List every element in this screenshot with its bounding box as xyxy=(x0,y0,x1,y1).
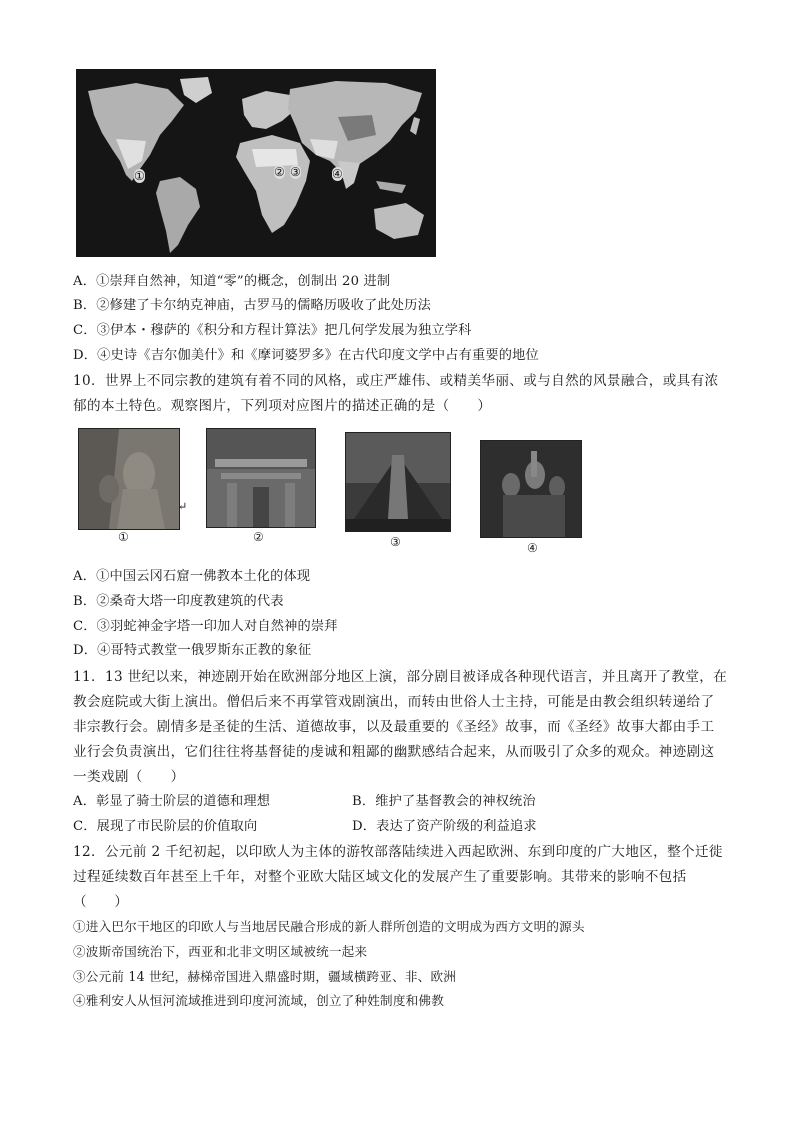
photo-3-pyramid xyxy=(345,432,451,532)
q9-option-a: A．①崇拜自然神，知道“零”的概念，创制出 20 进制 xyxy=(73,274,391,289)
q12-item-3: ③公元前 14 世纪，赫梯帝国进入鼎盛时期，疆域横跨亚、非、欧洲 xyxy=(73,969,457,984)
q9-option-d: D．④史诗《吉尔伽美什》和《摩诃婆罗多》在古代印度文学中占有重要的地位 xyxy=(73,348,539,363)
q10-option-a: A．①中国云冈石窟一佛教本土化的体现 xyxy=(73,569,311,584)
q10-stem-line-2: 郁的本土特色。观察图片，下列项对应图片的描述正确的是（ ） xyxy=(73,398,492,414)
photo-4-cathedral xyxy=(480,440,582,538)
q12-stem-line-1: 12．公元前 2 千纪初起，以印欧人为主体的游牧部落陆续进入西起欧洲、东到印度的广大地区，整个迁徙 xyxy=(73,844,723,860)
q12-item-4: ④雅利安人从恒河流域推进到印度河流域，创立了种姓制度和佛教 xyxy=(73,993,445,1008)
photo-2-stupa xyxy=(206,428,316,528)
q12-item-1: ①进入巴尔干地区的印欧人与当地居民融合形成的新人群所创造的文明成为西方文明的源头 xyxy=(73,919,585,934)
photo-label-1: ① xyxy=(118,530,129,544)
map-marker-4: ④ xyxy=(332,167,343,181)
q10-option-d: D．④哥特式教堂一俄罗斯东正教的象征 xyxy=(73,643,312,658)
q11-option-a: A．彰显了骑士阶层的道德和理想 xyxy=(73,794,271,809)
q12-item-2: ②波斯帝国统治下，西亚和北非文明区域被统一起来 xyxy=(73,944,368,959)
world-map-image xyxy=(76,69,436,257)
q10-stem-line-1: 10．世界上不同宗教的建筑有着不同的风格，或庄严雄伟、或精美华丽、或与自然的风景融合，或具有浓 xyxy=(73,373,719,389)
q12-stem-line-2: 过程延续数百年甚至上千年，对整个亚欧大陆区域文化的发展产生了重要影响。其带来的影响不包括 xyxy=(73,869,687,885)
map-marker-3: ③ xyxy=(290,165,301,179)
q12-stem-line-3: （ ） xyxy=(73,894,129,910)
q11-stem-line-2: 教会庭院或大街上演出。僧侣后来不再掌管戏剧演出，而转由世俗人士主持，可能是由教会组织转递给了 xyxy=(73,694,715,710)
q10-option-c: C．③羽蛇神金字塔一印加人对自然神的崇拜 xyxy=(73,619,338,634)
q11-stem-line-5: 一类戏剧（ ） xyxy=(73,769,185,785)
photo-label-3: ③ xyxy=(390,535,401,549)
photo-label-2: ② xyxy=(253,530,264,544)
q9-option-c: C．③伊本・穆萨的《积分和方程计算法》把几何学发展为独立学科 xyxy=(73,323,472,338)
q10-option-b: B．②桑奇大塔一印度教建筑的代表 xyxy=(73,594,284,609)
photo-1-grotto xyxy=(78,428,180,530)
map-marker-2: ② xyxy=(274,165,285,179)
q11-stem-line-3: 非宗教行会。剧情多是圣徒的生活、道德故事，以及最重要的《圣经》故事，而《圣经》故事大都由手工 xyxy=(73,719,715,735)
q11-option-c: C．展现了市民阶层的价值取向 xyxy=(73,819,258,834)
q9-option-b: B．②修建了卡尔纳克神庙，古罗马的儒略历吸收了此处历法 xyxy=(73,298,431,313)
q11-option-b: B．维护了基督教会的神权统治 xyxy=(352,794,536,809)
q11-stem-line-4: 业行会负责演出，它们往往将基督徒的虔诚和粗鄙的幽默感结合起来，从而吸引了众多的观众。神迹剧这 xyxy=(73,744,715,760)
line-break-mark-icon: ↵ xyxy=(178,500,188,513)
q11-option-d: D．表达了资产阶级的利益追求 xyxy=(352,819,537,834)
photo-label-4: ④ xyxy=(527,541,538,555)
map-marker-1: ① xyxy=(134,169,145,183)
world-map-graphic xyxy=(76,69,436,257)
q11-stem-line-1: 11．13 世纪以来，神迹剧开始在欧洲部分地区上演，部分剧目被译成各种现代语言，并且离开了教堂，在 xyxy=(73,669,728,685)
